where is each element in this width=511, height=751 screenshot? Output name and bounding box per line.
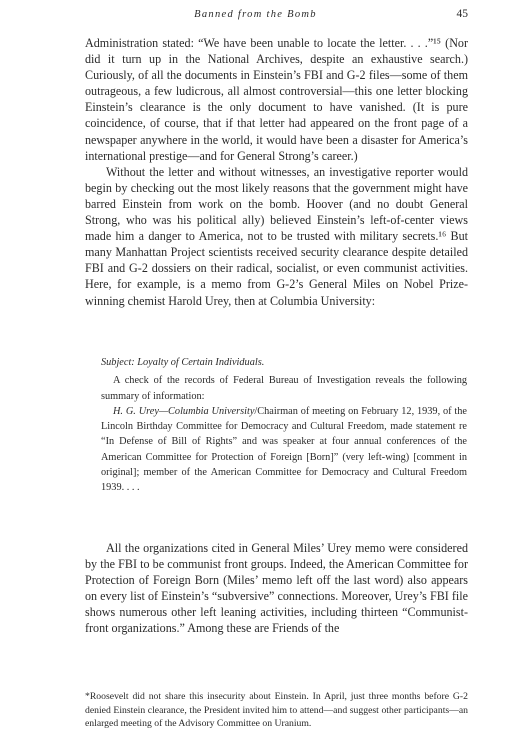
memo-entry-text: /Chairman of meeting on February 12, 1939, of the Lincoln Birthday Committee for Democracy and Cultural Freedom, made statement re “In Defense of Bill of Rights” and was speaker at four annual conferences of the American Committee for Protection of Foreign [Born]” (very left-wing) [comment in original]; member of the American Committee for Democracy and Cultural Freedom 1939. . . .: [101, 405, 467, 494]
page-number: 45: [456, 8, 468, 20]
running-head: [0, 9, 511, 25]
paragraph-3: All the organizations cited in General Miles’ Urey memo were considered by the FBI to be communist front groups. Indeed, the American Committee for Protection of Foreign Born (Miles’ memo left off the last word) also appears on every list of Einstein’s “subversive” connections. Moreover, Urey’s FBI file shows numerous other left leaning activities, including thirteen “Communist-front organizations.” Among these are Friends of the: [85, 541, 468, 636]
paragraph-2: Without the letter and without witnesses, an investigative reporter would begin by checking out the most likely reasons that the government might have barred Einstein from work on the bomb. Hoover (and no doubt General Strong, who was his political ally) believed Einstein’s left-of-center views made him a danger to America, not to be trusted with military secrets.¹⁶ But many Manhattan Project scientists received security clearance despite detailed FBI and G-2 dossiers on their radical, socialist, or even communist activities. Here, for example, is a memo from G-2’s General Miles on Nobel Prize-winning chemist Harold Urey, then at Columbia University:: [85, 164, 468, 308]
memo-entry: [101, 404, 467, 496]
memo-block-quote: [101, 355, 467, 496]
footnote: [85, 690, 468, 731]
running-title: Banned from the Bomb: [194, 9, 317, 20]
memo-intro: A check of the records of Federal Bureau of Investigation reveals the following summary of information:: [101, 375, 467, 402]
paragraph-1: Administration stated: “We have been unable to locate the letter. . . .”¹⁵ (Nor did it turn up in the National Archives, despite an exhaustive search.) Curiously, of all the documents in Einstein’s FBI and G-2 files—some of them outrageous, a few ludicrous, all almost controversial—this one letter blocking Einstein’s clearance is the only document to have vanished. (It is pure coincidence, of course, that if that letter had appeared on the front page of a newspaper anywhere in the world, it would have been a disaster for America’s international prestige—and for General Strong’s career.): [85, 36, 468, 163]
memo-subject: Subject: Loyalty of Certain Individuals.: [101, 357, 265, 368]
memo-entry-name: H. G. Urey—Columbia University: [113, 405, 255, 417]
body-text-continued: [85, 540, 468, 637]
body-text: [85, 35, 468, 309]
footnote-text: *Roosevelt did not share this insecurity about Einstein. In April, just three months before G-2 denied Einstein clearance, the President invited him to attend—and suggest other participants—an enlarged meeting of the Advisory Committee on Uranium.: [85, 691, 468, 730]
